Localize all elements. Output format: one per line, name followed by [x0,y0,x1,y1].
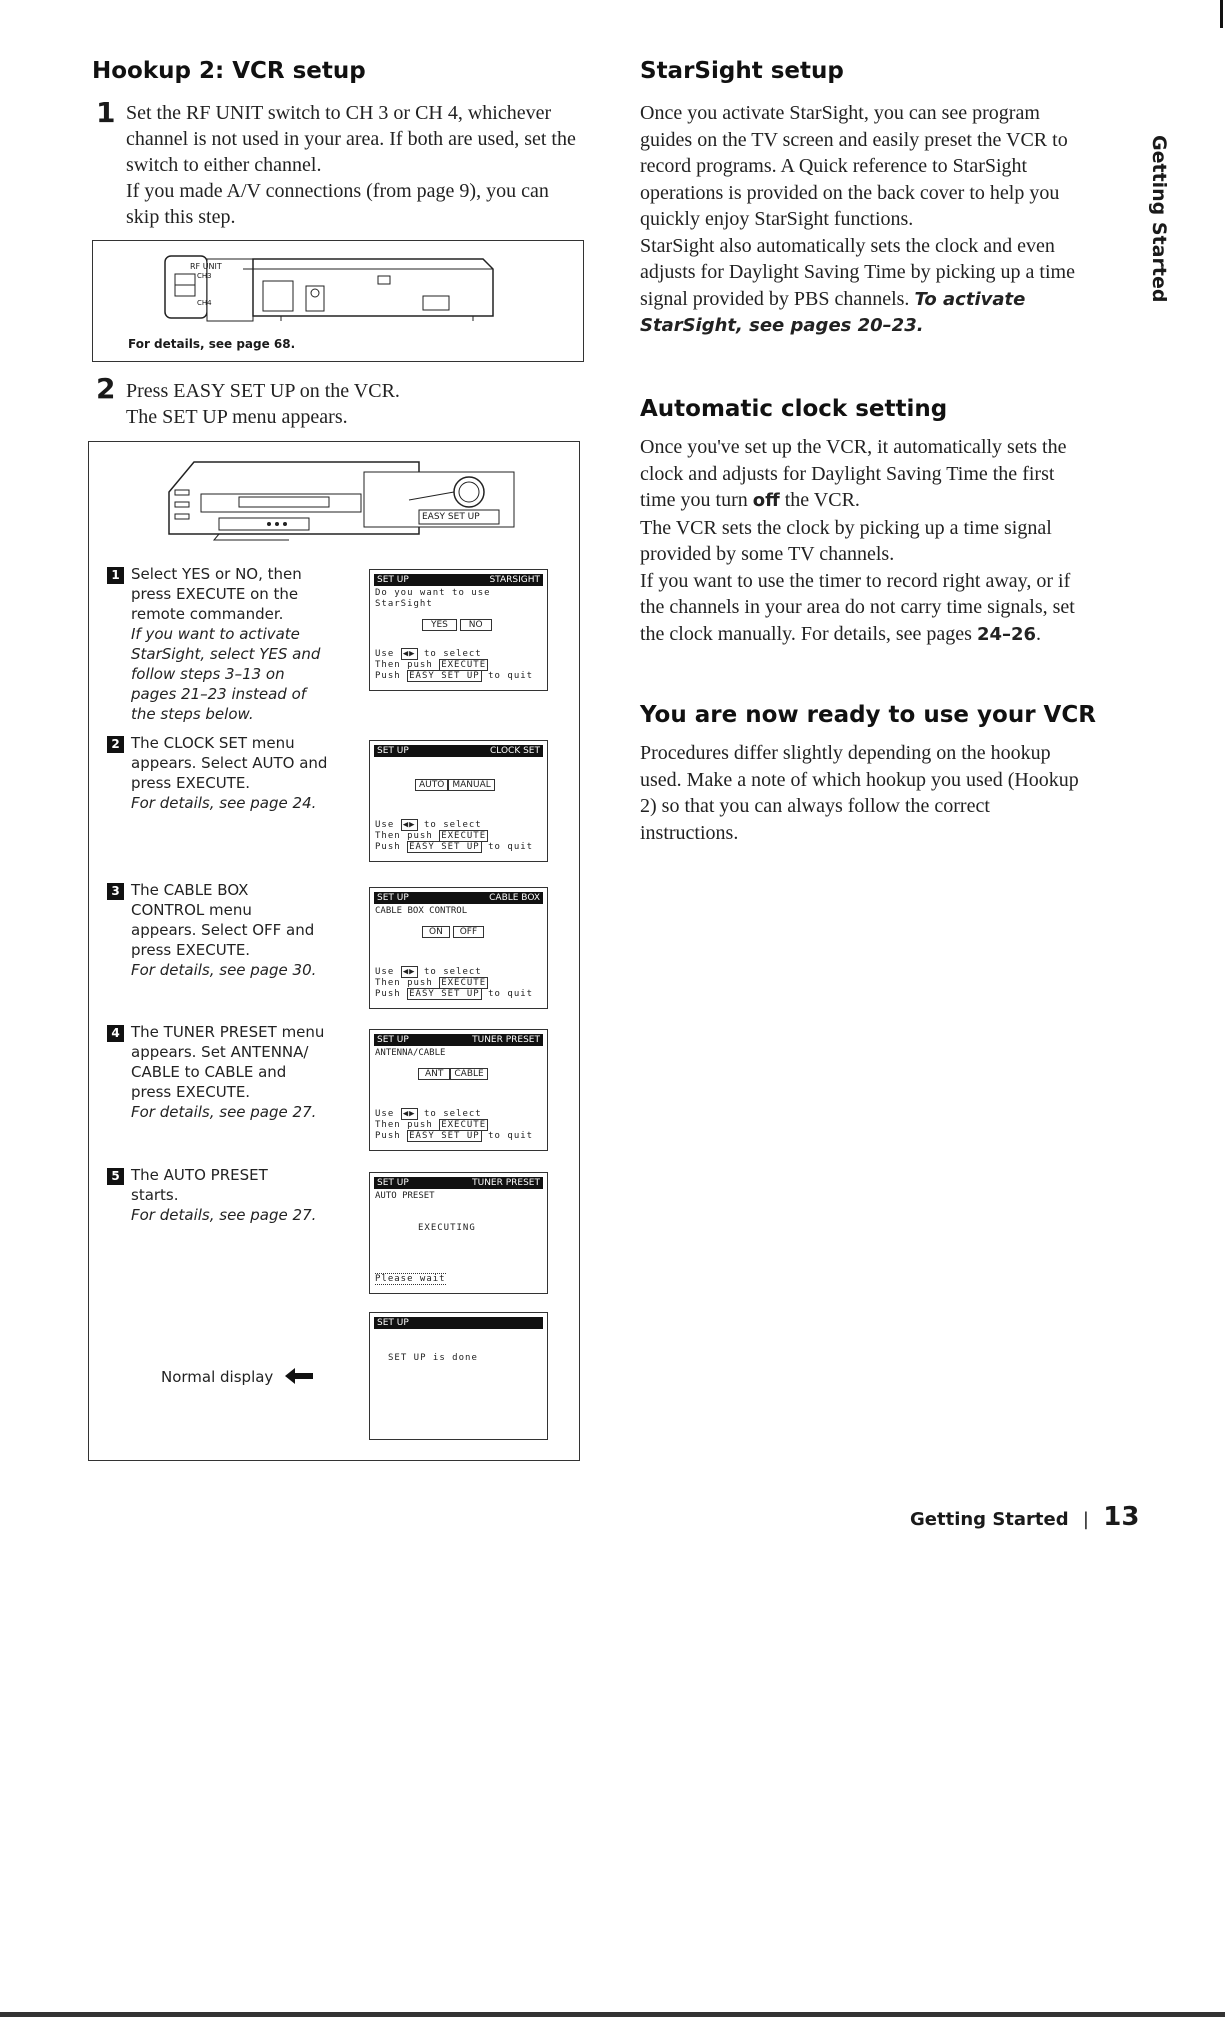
item-4-text [131,1022,331,1122]
item-number-1: 1 [107,567,124,584]
item-1-line: Select YES or NO, then [131,565,302,583]
item-3-text [131,880,331,980]
ctl-execute: EXECUTE [441,660,487,670]
item-5-note: For details, see page 27. [131,1206,317,1224]
screen-title: SET UP [377,575,409,585]
ctl-push: Push [375,842,401,852]
text-line: 2) so that you can always follow the correct [640,795,990,817]
item-4-line: CABLE to CABLE and [131,1063,287,1081]
rf-unit-label: RF UNIT [190,262,222,271]
screen-text: CABLE BOX CONTROL [375,906,468,916]
easy-setup-label: EASY SET UP [422,512,480,522]
option-ant: ANT [418,1068,450,1080]
screen-title-bar [374,574,543,586]
off-word: off [752,490,780,511]
screen-text: Do you want to use [375,588,491,598]
screen-controls: Use ◀▶ to select Then push EXECUTE Push EASY SET UP to quit [375,967,534,999]
text-line: quickly enjoy StarSight functions. [640,208,914,230]
item-number-4: 4 [107,1025,124,1042]
ctl-quit: to quit [488,671,534,681]
item-4-line: press EXECUTE. [131,1083,251,1101]
item-3-line: CONTROL menu [131,901,252,919]
screen-wait: Please wait [375,1274,446,1284]
arrow-left-icon [285,1368,315,1384]
option-auto: AUTO [415,779,448,791]
option-on: ON [422,926,450,938]
page-number: 13 [1103,1502,1140,1532]
item-3-note: For details, see page 30. [131,961,317,979]
clock-paragraph [640,434,1140,648]
ctl-push: Push [375,671,401,681]
option-no: NO [460,619,492,631]
item-3-line: press EXECUTE. [131,941,251,959]
screen-subtitle: TUNER PRESET [472,1035,540,1045]
ctl-execute: EXECUTE [441,978,487,988]
text-line: Procedures differ slightly depending on the hookup [640,742,1051,764]
step-number-2: 2 [96,372,116,405]
section-heading-starsight: StarSight setup [640,58,844,84]
figure-caption: For details, see page 68. [128,337,296,351]
option-manual: MANUAL [448,779,494,791]
screen-text: AUTO PRESET [375,1191,435,1201]
ctl-execute: EXECUTE [441,831,487,841]
ctl-easy: EASY SET UP [409,989,480,999]
text-line: adjusts for Daylight Saving Time by picking up a time [640,261,1075,283]
screen-status: EXECUTING [418,1223,476,1233]
item-4-note: For details, see page 27. [131,1103,317,1121]
text-span: the clock manually. For details, see pages [640,622,972,645]
item-1-note: pages 21–23 instead of [131,685,307,703]
screen-controls: Use ◀▶ to select Then push EXECUTE Push EASY SET UP to quit [375,820,534,852]
ctl-quit: to quit [488,1131,534,1141]
text-line: guides on the TV screen and easily preset the VCR to [640,128,1068,151]
ctl-easy: EASY SET UP [409,1131,480,1141]
item-2-text [131,733,331,813]
item-number-2: 2 [107,736,124,753]
screen-subtitle: TUNER PRESET [472,1178,540,1188]
item-2-line: The CLOCK SET menu [131,734,295,752]
item-5-text [131,1165,331,1225]
item-number-3: 3 [107,883,124,900]
step-number-1: 1 [96,96,116,129]
screen-subtitle: STARSIGHT [489,575,540,585]
step1-text [126,100,586,230]
item-1-line: press EXECUTE on the [131,585,299,603]
screen-controls: Use ◀▶ to select Then push EXECUTE Push EASY SET UP to quit [375,1109,534,1141]
starsight-paragraph [640,100,1140,340]
text-span: time you turn [640,489,748,511]
text-line: instructions. [640,821,739,844]
item-number-5: 5 [107,1168,124,1185]
screen-title-bar [374,1177,543,1189]
screen-title: SET UP [377,1035,409,1045]
step2-text [126,378,586,430]
screen-text: ANTENNA/CABLE [375,1048,446,1058]
text-line: operations is provided on the back cover to help you [640,181,1060,204]
text-line: provided by some TV channels. [640,543,895,565]
ch3-label: CH3 [197,272,212,280]
ctl-select: to select [423,967,482,977]
screen-controls: Use ◀▶ to select Then push EXECUTE Push EASY SET UP to quit [375,649,534,681]
ctl-then: Then push [375,978,433,988]
section-heading-hookup: Hookup 2: VCR setup [92,58,366,84]
step2-line-b: The SET UP menu appears. [126,406,348,428]
screen-setup-done [369,1312,548,1440]
item-1-line: remote commander. [131,605,284,623]
item-5-line: starts. [131,1186,179,1204]
item-1-note: the steps below. [131,705,254,723]
screen-title: SET UP [377,1318,409,1328]
starsight-activate-ref: To activate [914,288,1026,310]
option-yes: YES [422,619,457,631]
screen-title: SET UP [377,893,409,903]
section-heading-ready: You are now ready to use your VCR [640,702,1096,728]
screen-tuner-preset [369,1029,548,1151]
item-2-line: press EXECUTE. [131,774,251,792]
item-2-line: appears. Select AUTO and [131,754,328,772]
option-cable: CABLE [450,1068,487,1080]
text-line: Once you've set up the VCR, it automatically sets the [640,436,1067,458]
ch4-label: CH4 [197,299,212,307]
text-line: Once you activate StarSight, you can see program [640,102,1040,124]
vcr-front-illustration [89,442,579,552]
step1-paragraph-2: If you made A/V connections (from page 9), you can skip this step. [126,180,549,228]
ctl-select: to select [423,1109,482,1119]
normal-display-label: Normal display [161,1368,274,1386]
text-line: record programs. A Quick reference to StarSight [640,155,1028,177]
starsight-pages-ref: StarSight, see pages 20–23. [640,315,924,336]
item-3-line: The CABLE BOX [131,881,249,899]
ctl-use: Use [375,967,395,977]
item-1-note: StarSight, select YES and [131,645,321,663]
screen-options [418,1068,488,1080]
top-edge-mark [1220,0,1223,28]
text-line: If you want to use the timer to record right away, or if [640,569,1071,592]
step1-paragraph: Set the RF UNIT switch to CH 3 or CH 4, whichever channel is not used in your area. If both are used, set the switch to either channel. [126,102,576,176]
text-line: StarSight also automatically sets the clock and even [640,234,1055,257]
item-1-note: If you want to activate [131,625,300,643]
text-line: clock and adjusts for Daylight Saving Time the first [640,462,1055,485]
text-line [640,487,1140,515]
screen-title-bar [374,1317,543,1329]
screen-auto-preset [369,1172,548,1294]
screen-title: SET UP [377,1178,409,1188]
ctl-push: Push [375,1131,401,1141]
text-span: the VCR. [784,489,860,511]
step2-line-a: Press EASY SET UP on the VCR. [126,380,400,402]
screen-text: StarSight [375,599,433,609]
item-4-line: appears. Set ANTENNA/ [131,1043,309,1061]
pages-ref: 24–26 [976,623,1037,645]
ctl-use: Use [375,1109,395,1119]
item-1-text [131,564,321,724]
screen-options [415,779,495,791]
ctl-quit: to quit [488,842,534,852]
text-span: . [1036,622,1042,645]
ctl-then: Then push [375,1120,433,1130]
text-line: used. Make a note of which hookup you used (Hookup [640,768,1079,791]
ctl-execute: EXECUTE [441,1120,487,1130]
ctl-quit: to quit [488,989,534,999]
text-line [640,286,1140,314]
screen-title: SET UP [377,746,409,756]
screen-subtitle: CABLE BOX [489,893,540,903]
text-line: The VCR sets the clock by picking up a time signal [640,516,1052,539]
item-3-line: appears. Select OFF and [131,921,315,939]
screen-subtitle: CLOCK SET [489,746,540,756]
screen-title-bar [374,892,543,904]
item-2-note: For details, see page 24. [131,794,317,812]
item-5-line: The AUTO PRESET [131,1166,268,1184]
figure-setup-menus [88,441,580,1461]
text-span: signal provided by PBS channels. [640,287,910,310]
figure-rf-switch [92,240,584,362]
screen-done-text: SET UP is done [388,1353,478,1363]
ctl-easy: EASY SET UP [409,671,480,681]
ctl-select: to select [423,649,482,659]
footer-section: Getting Started [910,1509,1069,1530]
screen-options [422,619,492,631]
screen-options [422,926,484,938]
ctl-select: to select [423,820,482,830]
ctl-easy: EASY SET UP [409,842,480,852]
screen-title-bar [374,745,543,757]
footer [910,1502,1139,1532]
ctl-then: Then push [375,660,433,670]
item-4-line: The TUNER PRESET menu [131,1023,325,1041]
screen-clock-set [369,740,548,862]
ready-paragraph [640,740,1140,846]
ctl-use: Use [375,820,395,830]
text-line: the channels in your area do not carry time signals, set [640,596,1075,618]
screen-title-bar [374,1034,543,1046]
screen-starsight [369,569,548,691]
side-tab-label: Getting Started [1148,135,1170,303]
ctl-use: Use [375,649,395,659]
item-1-note: follow steps 3–13 on [131,665,285,683]
ctl-then: Then push [375,831,433,841]
option-off: OFF [453,926,484,938]
text-line [640,621,1140,649]
bottom-edge-line [0,2012,1225,2017]
screen-cable-box [369,887,548,1009]
section-heading-clock: Automatic clock setting [640,396,948,422]
footer-separator: | [1082,1509,1089,1530]
ctl-push: Push [375,989,401,999]
